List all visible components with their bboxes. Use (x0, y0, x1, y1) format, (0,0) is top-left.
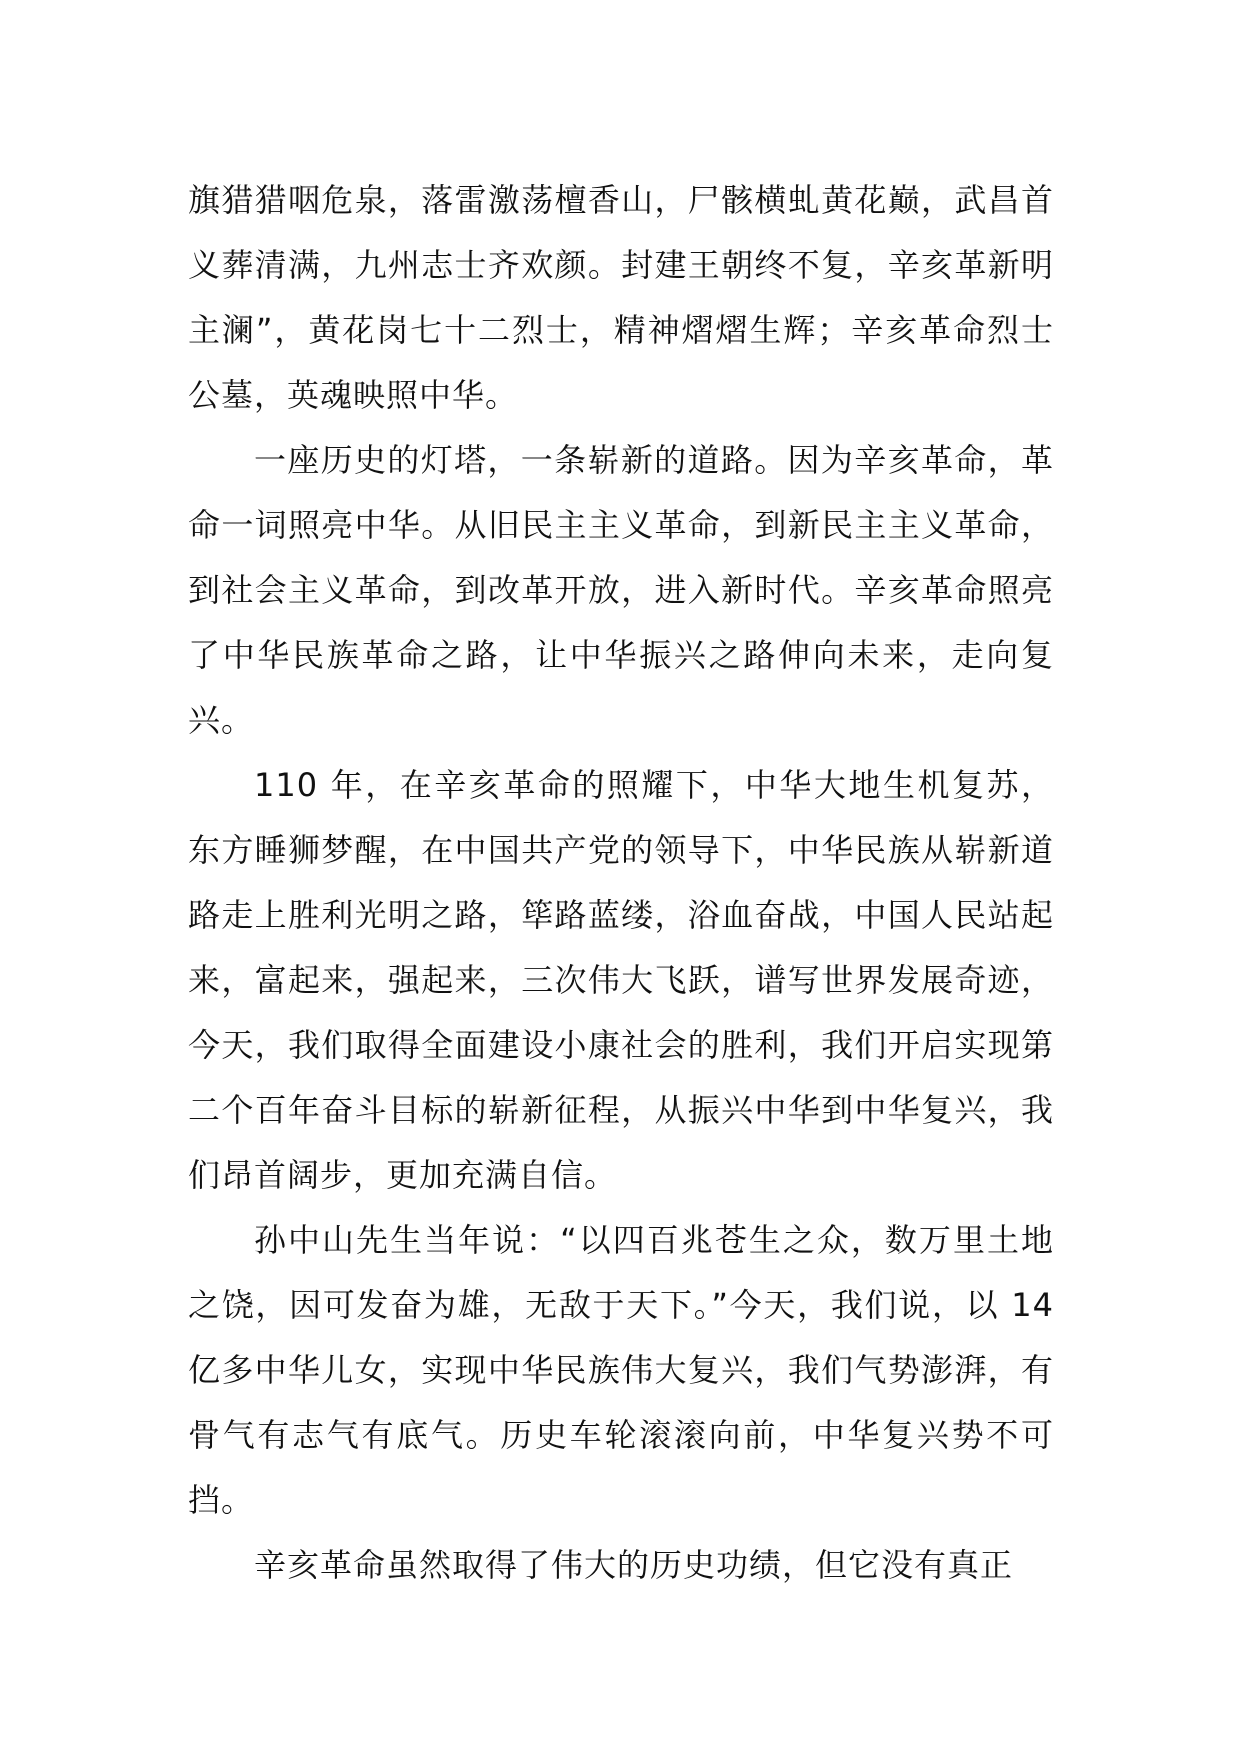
paragraph-sun-yat-sen-quote: 孙中山先生当年说：“以四百兆苍生之众，数万里土地之饶，因可发奋为雄，无敌于天下。”今天，我们说，以 14 亿多中华儿女，实现中华民族伟大复兴，我们气势澎湃，有骨气有志气有底气。历史车轮滚滚向前，中华复兴势不可挡。 (188, 1221, 1054, 1519)
paragraph-continued: 旗猎猎咽危泉，落雷激荡檀香山，尸骸横虬黄花巅，武昌首义葬清满，九州志士齐欢颜。封建王朝终不复，辛亥革新明主澜”，黄花岗七十二烈士，精神熠熠生辉；辛亥革命烈士公墓，英魂映照中华。 (188, 181, 1054, 414)
paragraph-lighthouse: 一座历史的灯塔，一条崭新的道路。因为辛亥革命，革命一词照亮中华。从旧民主主义革命，到新民主主义革命，到社会主义革命，到改革开放，进入新时代。辛亥革命照亮了中华民族革命之路，让中华振兴之路伸向未来，走向复兴。 (188, 441, 1054, 739)
document-body (188, 168, 1054, 1598)
paragraph-truncated: 辛亥革命虽然取得了伟大的历史功绩，但它没有真正 (254, 1546, 1014, 1584)
paragraph-110-years: 110 年，在辛亥革命的照耀下，中华大地生机复苏，东方睡狮梦醒，在中国共产党的领导下，中华民族从崭新道路走上胜利光明之路，筚路蓝缕，浴血奋战，中国人民站起来，富起来，强起来，三次伟大飞跃，谱写世界发展奇迹，今天，我们取得全面建设小康社会的胜利，我们开启实现第二个百年奋斗目标的崭新征程，从振兴中华到中华复兴，我们昂首阔步，更加充满自信。 (188, 766, 1054, 1194)
